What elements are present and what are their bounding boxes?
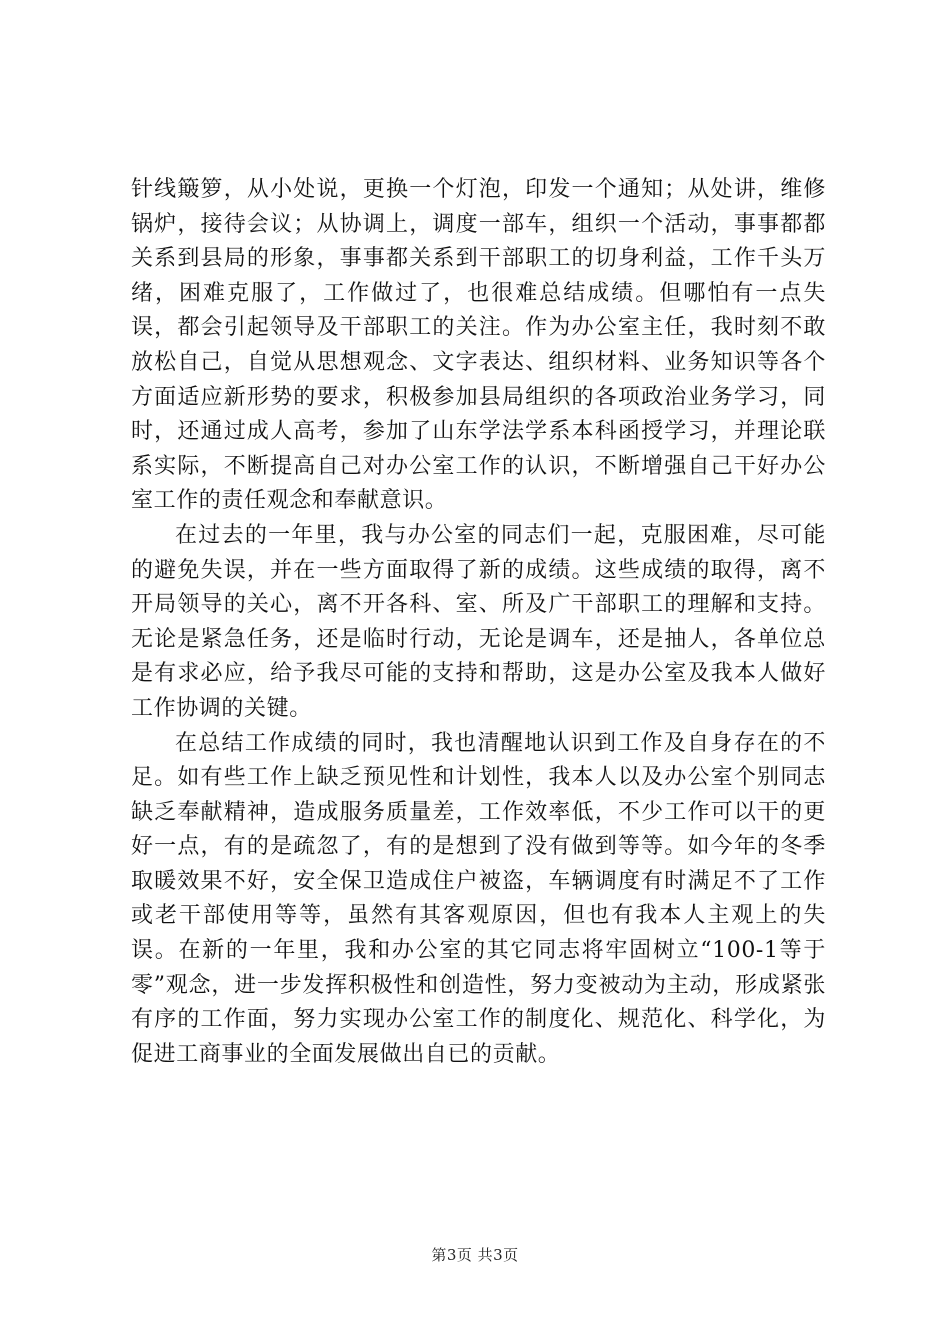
paragraph-achievements: 在过去的一年里，我与办公室的同志们一起，克服困难，尽可能的避免失误，并在一些方面取得了新的成绩。这些成绩的取得，离不开局领导的关心，离不开各科、室、所及广干部职工的理解和支持。无论是紧急任务，还是临时行动，无论是调车，还是抽人，各单位总是有求必应，给予我尽可能的支持和帮助，这是办公室及我本人做好工作协调的关键。 xyxy=(131,522,826,721)
document-body xyxy=(131,173,826,1072)
page-number-footer: 第3页 共3页 xyxy=(431,1246,519,1264)
paragraph-continued: 针线簸箩，从小处说，更换一个灯泡，印发一个通知；从处讲，维修锅炉，接待会议；从协调上，调度一部车，组织一个活动，事事都都关系到县局的形象，事事都关系到干部职工的切身利益，工作千头万绪，困难克服了，工作做过了，也很难总结成绩。但哪怕有一点失误，都会引起领导及干部职工的关注。作为办公室主任，我时刻不敢放松自己，自觉从思想观念、文字表达、组织材料、业务知识等各个方面适应新形势的要求，积极参加县局组织的各项政治业务学习，同时，还通过成人高考，参加了山东学法学系本科函授学习，并理论联系实际，不断提高自己对办公室工作的认识，不断增强自己干好办公室工作的责任观念和奉献意识。 xyxy=(131,177,826,514)
paragraph-shortcomings: 在总结工作成绩的同时，我也清醒地认识到工作及自身存在的不足。如有些工作上缺乏预见性和计划性，我本人以及办公室个别同志缺乏奉献精神，造成服务质量差，工作效率低，不少工作可以干的更好一点，有的是疏忽了，有的是想到了没有做到等等。如今年的冬季取暖效果不好，安全保卫造成住户被盗，车辆调度有时满足不了工作或老干部使用等等，虽然有其客观原因，但也有我本人主观上的失误。在新的一年里，我和办公室的其它同志将牢固树立“100-1等于零”观念，进一步发挥积极性和创造性，努力变被动为主动，形成紧张有序的工作面，努力实现办公室工作的制度化、规范化、科学化，为促进工商事业的全面发展做出自已的贡献。 xyxy=(131,730,826,1067)
